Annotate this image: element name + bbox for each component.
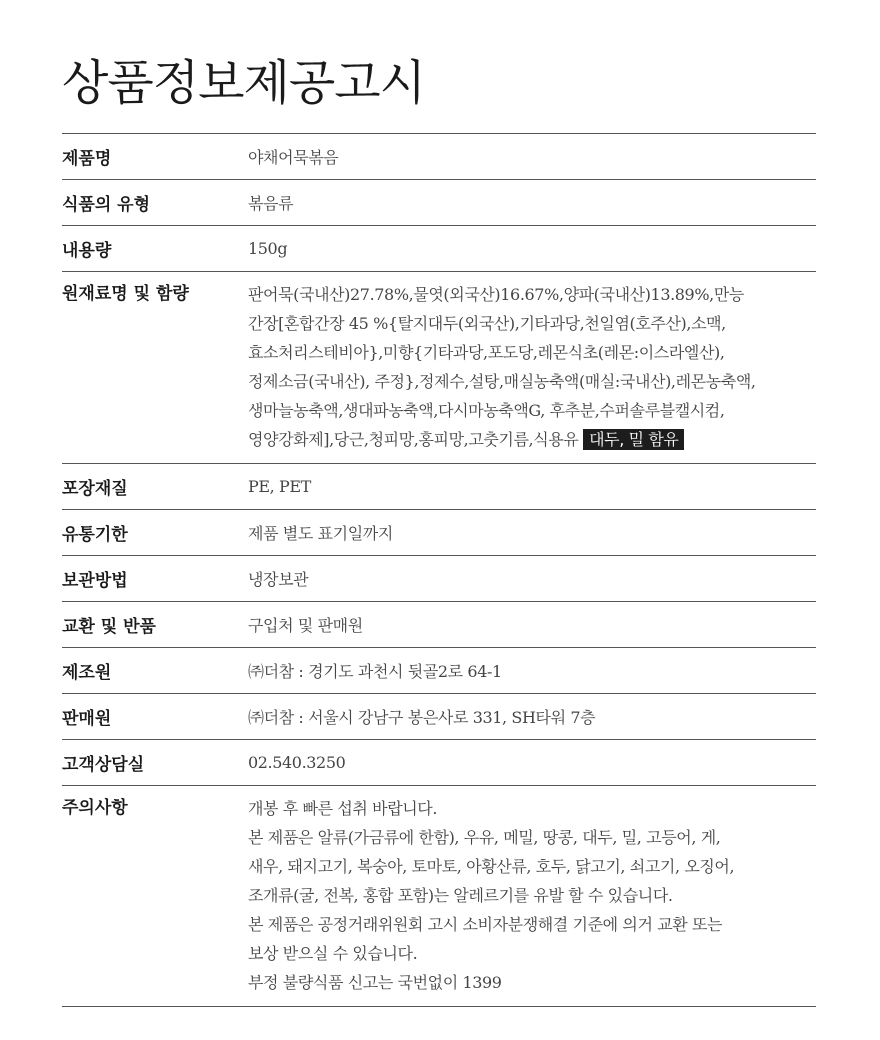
row-label: 포장재질	[62, 479, 128, 499]
row-value: 02.540.3250	[248, 753, 346, 772]
row-value: PE, PET	[248, 477, 311, 496]
row-label: 원재료명 및 함량	[62, 284, 189, 304]
row-value	[248, 794, 816, 997]
row-value: 구입처 및 판매원	[248, 616, 363, 635]
precaution-line: 개봉 후 빠른 섭취 바랍니다.	[248, 799, 438, 818]
ingredient-line: 효소처리스테비아},미향{기타과당,포도당,레몬식초(레몬:이스라엘산),	[248, 343, 725, 362]
row-label: 교환 및 반품	[62, 617, 156, 637]
row-value: 볶음류	[248, 194, 294, 213]
row-label: 주의사항	[62, 798, 128, 818]
allergen-badge: 대두, 밀 함유	[583, 429, 684, 450]
row-value	[248, 280, 816, 454]
row-value: 냉장보관	[248, 570, 309, 589]
row-label: 내용량	[62, 241, 112, 261]
table-row-seller	[62, 694, 816, 740]
row-label: 제품명	[62, 149, 112, 169]
table-row-expiry	[62, 510, 816, 556]
row-value: 제품 별도 표기일까지	[248, 524, 393, 543]
row-value: ㈜더참 : 서울시 강남구 봉은사로 331, SH타워 7층	[248, 708, 596, 727]
precaution-line: 부정 불량식품 신고는 국번없이 1399	[248, 973, 502, 992]
row-label: 고객상담실	[62, 755, 145, 775]
table-row-storage	[62, 556, 816, 602]
ingredient-line: 정제소금(국내산), 주정},정제수,설탕,매실농축액(매실:국내산),레몬농축액,	[248, 372, 756, 391]
row-value: 150g	[248, 239, 288, 258]
row-value: ㈜더참 : 경기도 과천시 뒷골2로 64-1	[248, 662, 502, 681]
row-label: 유통기한	[62, 525, 128, 545]
row-label: 보관방법	[62, 571, 128, 591]
ingredient-text: 영양강화제],당근,청피망,홍피망,고춧기름,식용유	[248, 430, 579, 449]
table-row-product-name	[62, 134, 816, 180]
ingredient-line-last	[248, 425, 816, 454]
table-row-manufacturer	[62, 648, 816, 694]
table-row-ingredients	[62, 272, 816, 464]
table-row-precautions	[62, 786, 816, 1007]
page-title: 상품정보제공고시	[62, 55, 425, 111]
row-label: 판매원	[62, 709, 112, 729]
table-row-net-content	[62, 226, 816, 272]
precaution-line: 보상 받으실 수 있습니다.	[248, 944, 418, 963]
precaution-line: 새우, 돼지고기, 복숭아, 토마토, 아황산류, 호두, 닭고기, 쇠고기, 오징어,	[248, 857, 735, 876]
precaution-line: 본 제품은 알류(가금류에 한함), 우유, 메밀, 땅콩, 대두, 밀, 고등어, 게,	[248, 828, 721, 847]
table-row-customer-service	[62, 740, 816, 786]
row-value: 야채어묵볶음	[248, 148, 339, 167]
precaution-line: 조개류(굴, 전복, 홍합 포함)는 알레르기를 유발 할 수 있습니다.	[248, 886, 673, 905]
ingredient-line: 생마늘농축액,생대파농축액,다시마농축액G, 후추분,수퍼솔루블캘시컴,	[248, 401, 725, 420]
ingredient-line: 간장[혼합간장 45 %{탈지대두(외국산),기타과당,천일염(호주산),소맥,	[248, 314, 726, 333]
row-label: 제조원	[62, 663, 112, 683]
ingredient-line: 판어묵(국내산)27.78%,물엿(외국산)16.67%,양파(국내산)13.89%,만능	[248, 285, 744, 304]
precaution-line: 본 제품은 공정거래위원회 고시 소비자분쟁해결 기준에 의거 교환 또는	[248, 915, 723, 934]
table-row-exchange	[62, 602, 816, 648]
product-info-table	[62, 133, 816, 1007]
table-row-packaging	[62, 464, 816, 510]
table-row-food-type	[62, 180, 816, 226]
row-label: 식품의 유형	[62, 195, 151, 215]
